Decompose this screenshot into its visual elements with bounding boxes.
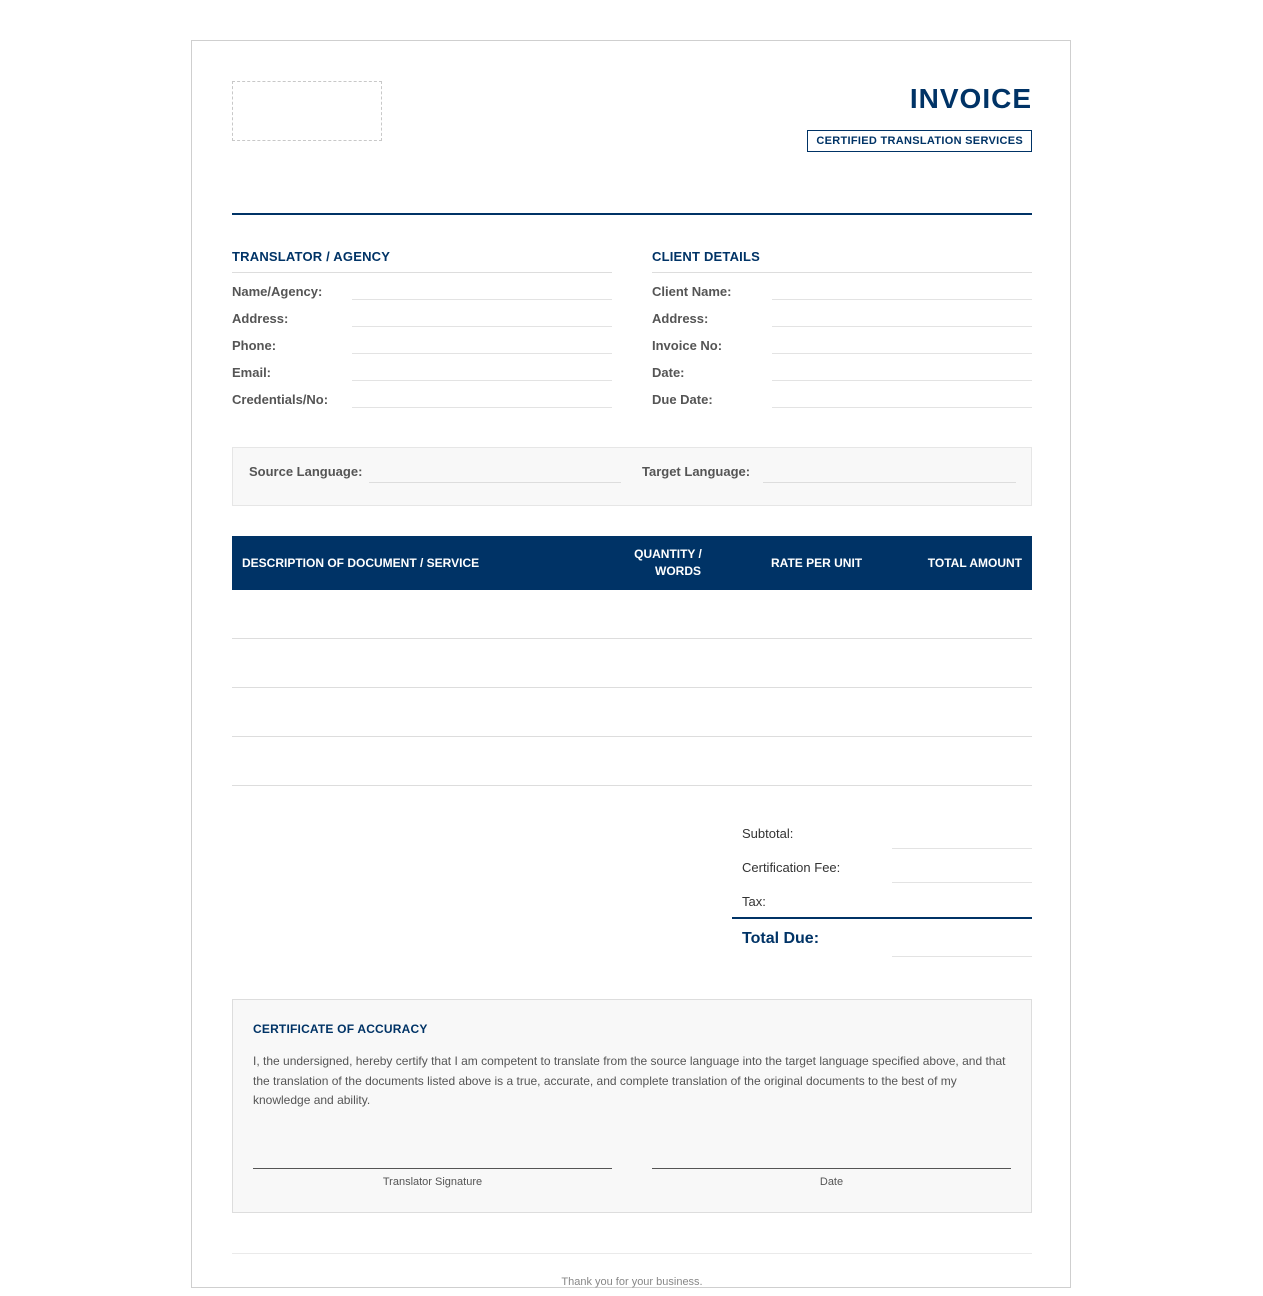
translator-address-field[interactable] <box>232 300 612 327</box>
logo-placeholder[interactable] <box>232 81 382 141</box>
certification-fee-label: Certification Fee: <box>742 860 841 875</box>
tax-label: Tax: <box>742 894 766 909</box>
subtotal-label: Subtotal: <box>742 826 794 841</box>
column-header-total: TOTAL AMOUNT <box>927 556 1022 570</box>
client-address-field[interactable] <box>652 300 1032 327</box>
field-label: Client Name: <box>652 284 732 299</box>
signature-date-line[interactable] <box>652 1168 1011 1169</box>
line-items-header <box>232 536 1032 590</box>
field-label: Due Date: <box>652 392 713 407</box>
invoice-title: INVOICE <box>909 83 1032 114</box>
table-row[interactable] <box>232 590 1032 639</box>
total-due-row <box>732 919 1032 957</box>
footer-divider <box>232 1253 1032 1254</box>
client-section-title: CLIENT DETAILS <box>652 249 1032 273</box>
field-label: Address: <box>652 311 709 326</box>
column-header-rate: RATE PER UNIT <box>771 556 863 570</box>
column-header-description: DESCRIPTION OF DOCUMENT / SERVICE <box>242 556 480 570</box>
source-language-label: Source Language: <box>249 464 363 479</box>
header-divider <box>232 213 1032 215</box>
table-row[interactable] <box>232 737 1032 786</box>
translator-name-field[interactable] <box>232 273 612 300</box>
certification-fee-row <box>732 849 1032 883</box>
total-due-input-line[interactable] <box>892 956 1032 957</box>
field-label: Credentials/No: <box>232 392 329 407</box>
due-date-field[interactable] <box>652 381 1032 408</box>
field-label: Phone: <box>232 338 277 353</box>
certificate-box <box>232 999 1032 1213</box>
column-header-quantity-line1: QUANTITY / <box>634 547 702 561</box>
field-input-line[interactable] <box>352 406 612 408</box>
client-name-field[interactable] <box>652 273 1032 300</box>
language-box <box>232 447 1032 506</box>
field-input-line[interactable] <box>772 406 1032 408</box>
target-language-input[interactable] <box>763 481 1016 483</box>
translator-email-field[interactable] <box>232 354 612 381</box>
line-items-body <box>232 590 1032 786</box>
signature-line[interactable] <box>253 1168 612 1169</box>
tax-row <box>732 883 1032 917</box>
translator-credentials-field[interactable] <box>232 381 612 408</box>
field-label: Email: <box>232 365 272 380</box>
source-language-input[interactable] <box>369 481 621 483</box>
field-label: Date: <box>652 365 685 380</box>
certificate-text: I, the undersigned, hereby certify that I am competent to translate from the source language into the target language specified above, and that the translation of the documents listed above is a true, accurate, and complete translation of the original documents to the best of my knowledge and ability. <box>253 1054 1006 1107</box>
invoice-number-field[interactable] <box>652 327 1032 354</box>
certificate-title: CERTIFICATE OF ACCURACY <box>253 1022 428 1036</box>
table-row[interactable] <box>232 688 1032 737</box>
client-section <box>652 249 1032 408</box>
service-badge: CERTIFIED TRANSLATION SERVICES <box>807 130 1032 152</box>
translator-section-title: TRANSLATOR / AGENCY <box>232 249 612 273</box>
totals-section <box>732 815 1032 957</box>
signature-date-label: Date <box>819 1176 844 1188</box>
invoice-page <box>191 40 1071 1288</box>
signature-label: Translator Signature <box>382 1176 483 1188</box>
field-label: Name/Agency: <box>232 284 323 299</box>
column-header-quantity-line2: WORDS <box>655 564 701 578</box>
target-language-label: Target Language: <box>642 464 751 479</box>
translator-section <box>232 249 612 408</box>
translator-phone-field[interactable] <box>232 327 612 354</box>
field-label: Invoice No: <box>652 338 723 353</box>
table-row[interactable] <box>232 639 1032 688</box>
field-label: Address: <box>232 311 289 326</box>
footer-text: Thank you for your business. <box>561 1276 703 1288</box>
subtotal-row <box>732 815 1032 849</box>
total-due-label: Total Due: <box>742 930 820 947</box>
invoice-date-field[interactable] <box>652 354 1032 381</box>
